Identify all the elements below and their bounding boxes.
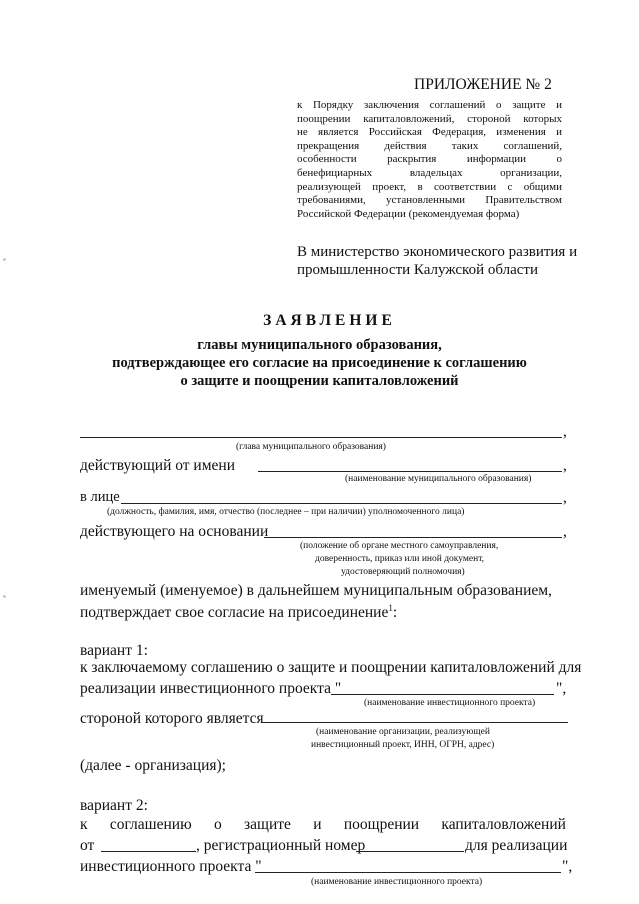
- appendix-line: бенефициарных владельцах организации,: [297, 166, 562, 179]
- basis-label: действующего на основании: [80, 523, 269, 540]
- named-as-line: именуемый (именуемое) в дальнейшем муниципальным образованием,: [80, 582, 552, 599]
- word: и: [313, 816, 322, 833]
- municipality-name-caption: (наименование муниципального образования): [345, 474, 532, 484]
- scan-speck: [3, 258, 6, 261]
- reg-number-label: , регистрационный номер: [196, 837, 366, 854]
- subtitle-line: подтверждающее его согласие на присоединение к соглашению: [112, 355, 527, 371]
- variant-1-line1: к заключаемому соглашению о защите и поощрении капиталовложений для: [80, 659, 582, 676]
- organization-caption-line: инвестиционный проект, ИНН, ОГРН, адрес): [311, 740, 495, 750]
- appendix-line: поощрении капиталовложений, стороной которых: [297, 112, 562, 125]
- variant-2-label: вариант 2:: [80, 797, 148, 814]
- word: о: [213, 816, 222, 833]
- agreement-date-field[interactable]: [101, 851, 196, 852]
- basis-caption-line: доверенность, приказ или иной документ,: [315, 554, 485, 564]
- appendix-reference: [297, 99, 562, 221]
- acting-label: действующий от имени: [80, 457, 235, 474]
- variant-1-label: вариант 1:: [80, 642, 148, 659]
- project-name-field-1[interactable]: [331, 694, 554, 695]
- comma: ,: [563, 489, 567, 506]
- party-label: стороной которого является: [80, 710, 264, 727]
- appendix-line: особенности раскрытия информации о: [297, 153, 562, 166]
- variant-1-line2-suffix: ",: [556, 680, 567, 697]
- basis-document-field[interactable]: [264, 537, 562, 538]
- consent-text: подтверждает свое согласие на присоединение: [80, 604, 389, 622]
- person-label: в лице: [80, 489, 120, 505]
- appendix-line: требованиями, установленными Правительством: [297, 194, 562, 207]
- project-name-caption-1: (наименование инвестиционного проекта): [364, 698, 536, 708]
- head-name-field[interactable]: [80, 437, 562, 438]
- variant-2-line3-prefix: инвестиционного проекта ": [80, 858, 262, 875]
- addressee-line: промышленности Калужской области: [297, 262, 539, 278]
- subtitle-line: о защите и поощрении капиталовложений: [180, 373, 459, 389]
- addressee-line: В министерство экономического развития и: [297, 244, 578, 260]
- document-title: ЗАЯВЛЕНИЕ: [263, 312, 396, 329]
- subtitle-line: главы муниципального образования,: [197, 337, 442, 353]
- variant-2-line1: [80, 816, 566, 834]
- document-subtitle: [0, 336, 639, 390]
- appendix-line: прекращения действия таких соглашений,: [297, 139, 562, 152]
- word: защите: [244, 816, 291, 833]
- project-name-caption-2: (наименование инвестиционного проекта): [311, 877, 483, 887]
- organization-field[interactable]: [262, 722, 568, 723]
- organization-note: (далее - организация);: [80, 757, 226, 774]
- authorized-person-caption: (должность, фамилия, имя, отчество (последнее – при наличии) уполномоченного лица): [107, 507, 465, 517]
- word: капиталовложений: [441, 816, 566, 833]
- project-name-field-2[interactable]: [255, 872, 561, 873]
- from-label: от: [80, 837, 95, 854]
- variant-2-line3-suffix: ",: [562, 858, 573, 875]
- basis-caption-line: (положение об органе местного самоуправления,: [300, 541, 499, 551]
- word: соглашению: [109, 816, 192, 833]
- for-implementation-label: для реализации: [465, 837, 568, 854]
- comma: ,: [563, 523, 567, 540]
- comma: ,: [563, 423, 567, 440]
- appendix-line: не является Российская Федерация, изменения и: [297, 126, 562, 139]
- appendix-line: Российской Федерации (рекомендуемая форма): [297, 207, 520, 220]
- footnote-mark: 1: [388, 603, 393, 613]
- appendix-line: реализующей проект, в соответствии с общими: [297, 180, 562, 193]
- consent-line: [80, 603, 397, 622]
- colon: :: [392, 604, 398, 622]
- appendix-title: ПРИЛОЖЕНИЕ № 2: [414, 76, 552, 93]
- appendix-line: к Порядку заключения соглашений о защите и: [297, 99, 562, 111]
- word: поощрении: [343, 816, 420, 833]
- organization-caption-line: (наименование организации, реализующей: [316, 727, 490, 737]
- scan-speck: [3, 595, 6, 598]
- word: к: [80, 816, 88, 833]
- comma: ,: [563, 457, 567, 474]
- municipality-name-field[interactable]: [258, 471, 562, 472]
- basis-caption-line: удостоверяющий полномочия): [341, 567, 465, 577]
- reg-number-field[interactable]: [356, 851, 464, 852]
- variant-1-line2-prefix: реализации инвестиционного проекта ": [80, 680, 342, 697]
- head-name-caption: (глава муниципального образования): [236, 442, 386, 452]
- authorized-person-field[interactable]: [121, 503, 562, 504]
